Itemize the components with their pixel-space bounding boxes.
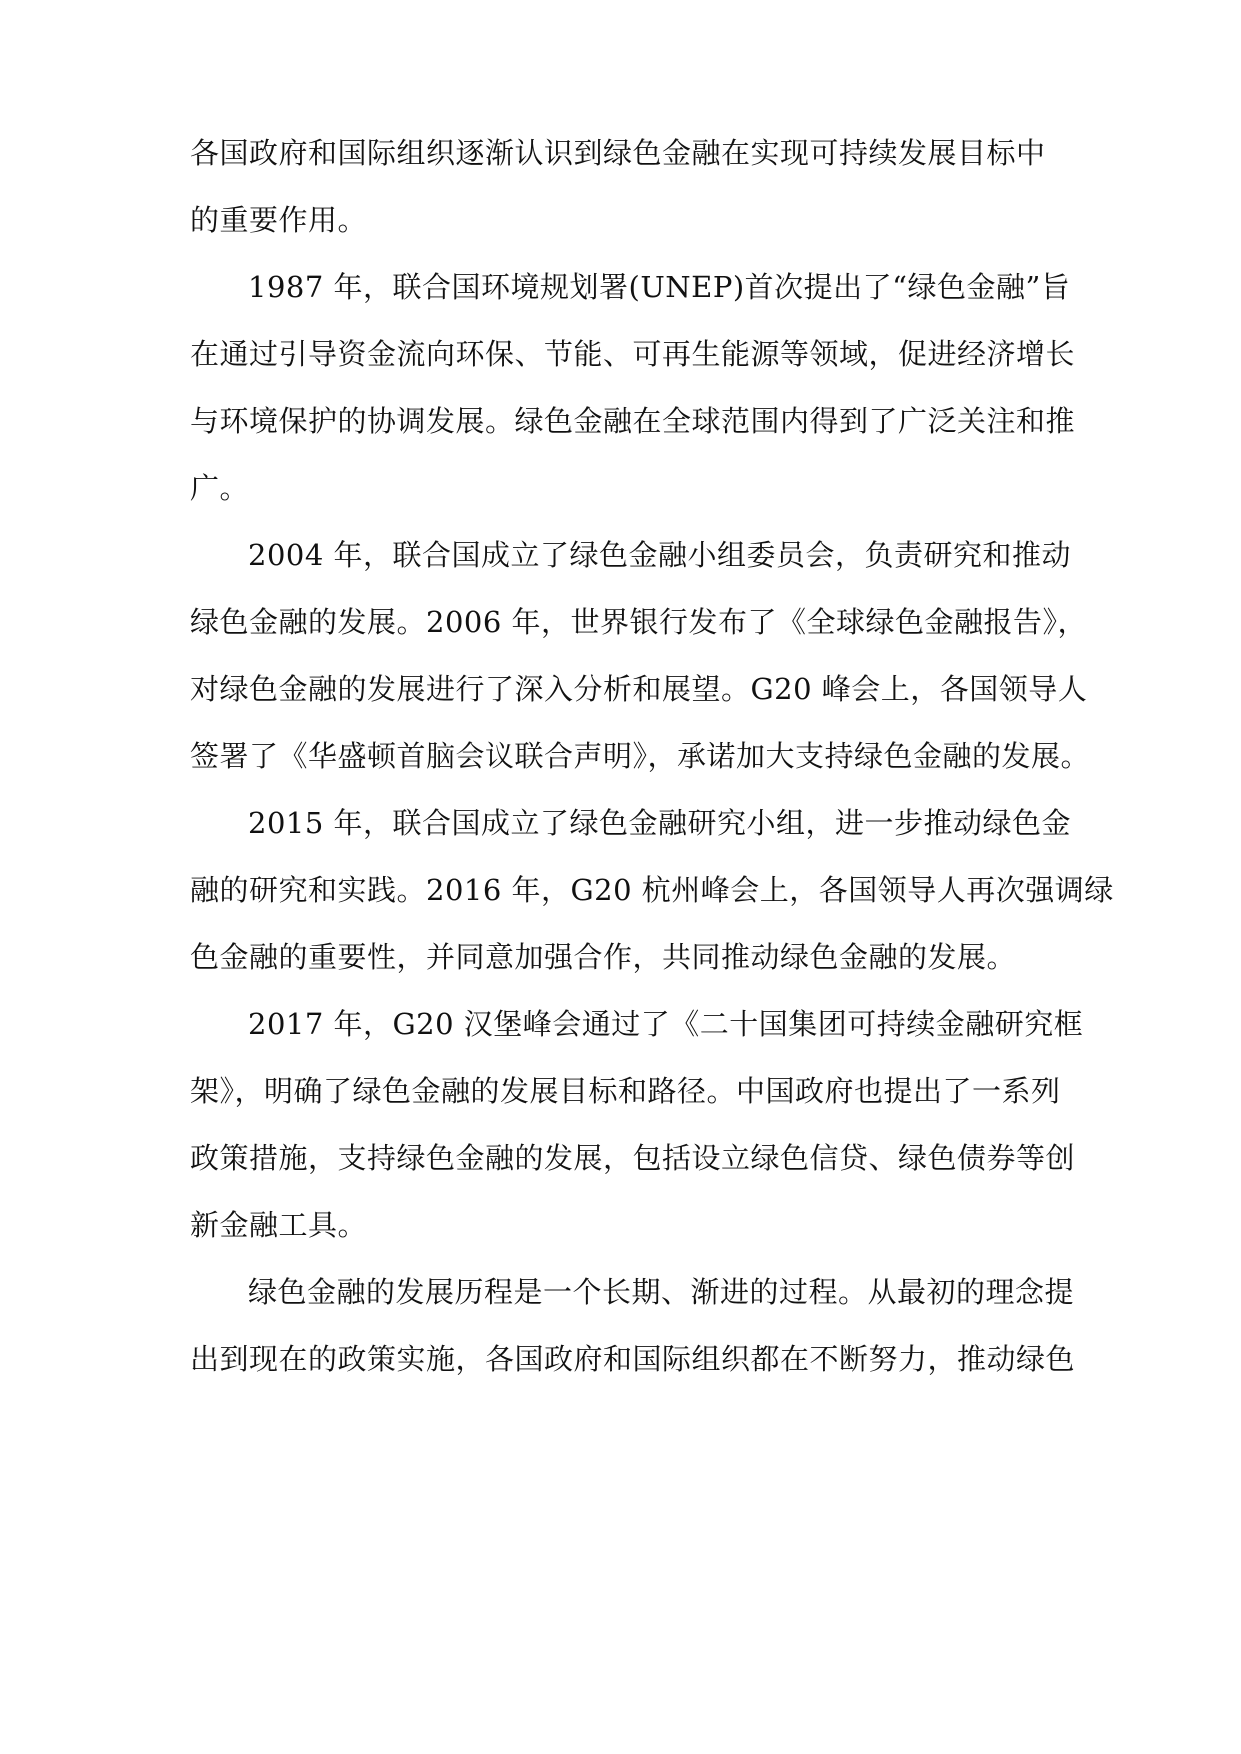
paragraph-6-line-1: 绿色金融的发展历程是一个长期、渐进的过程。从最初的理念提: [248, 1275, 1075, 1309]
paragraph-5-line-2: 架》，明确了绿色金融的发展目标和路径。中国政府也提出了一系列: [190, 1074, 1061, 1108]
paragraph-3-line-2: 绿色金融的发展。2006 年，世界银行发布了《全球绿色金融报告》，: [190, 605, 1088, 639]
paragraph-3-line-4: 签署了《华盛顿首脑会议联合声明》，承诺加大支持绿色金融的发展。: [190, 739, 1091, 773]
paragraph-4-line-3: 色金融的重要性，并同意加强合作，共同推动绿色金融的发展。: [190, 940, 1017, 974]
paragraph-2-line-2: 在通过引导资金流向环保、节能、可再生能源等领域，促进经济增长: [190, 337, 1076, 371]
paragraph-3-line-3: 对绿色金融的发展进行了深入分析和展望。G20 峰会上，各国领导人: [190, 672, 1088, 706]
paragraph-3-line-1: 2004 年，联合国成立了绿色金融小组委员会，负责研究和推动: [248, 538, 1072, 572]
paragraph-5-line-4: 新金融工具。: [190, 1208, 368, 1242]
paragraph-2-line-4: 广。: [190, 471, 250, 505]
paragraph-4-line-2: 融的研究和实践。2016 年，G20 杭州峰会上，各国领导人再次强调绿: [190, 873, 1114, 907]
paragraph-2-line-1: 1987 年，联合国环境规划署(UNEP)首次提出了“绿色金融”旨: [248, 270, 1071, 304]
paragraph-1-line-2: 的重要作用。: [190, 203, 368, 237]
paragraph-1-line-1: 各国政府和国际组织逐渐认识到绿色金融在实现可持续发展目标中: [190, 136, 1046, 170]
paragraph-5-line-3: 政策措施，支持绿色金融的发展，包括设立绿色信贷、绿色债券等创: [190, 1141, 1076, 1175]
paragraph-2-line-3: 与环境保护的协调发展。绿色金融在全球范围内得到了广泛关注和推: [190, 404, 1076, 438]
paragraph-4-line-1: 2015 年，联合国成立了绿色金融研究小组，进一步推动绿色金: [248, 806, 1072, 840]
paragraph-6-line-2: 出到现在的政策实施，各国政府和国际组织都在不断努力，推动绿色: [190, 1342, 1076, 1376]
paragraph-5-line-1: 2017 年，G20 汉堡峰会通过了《二十国集团可持续金融研究框: [248, 1007, 1084, 1041]
